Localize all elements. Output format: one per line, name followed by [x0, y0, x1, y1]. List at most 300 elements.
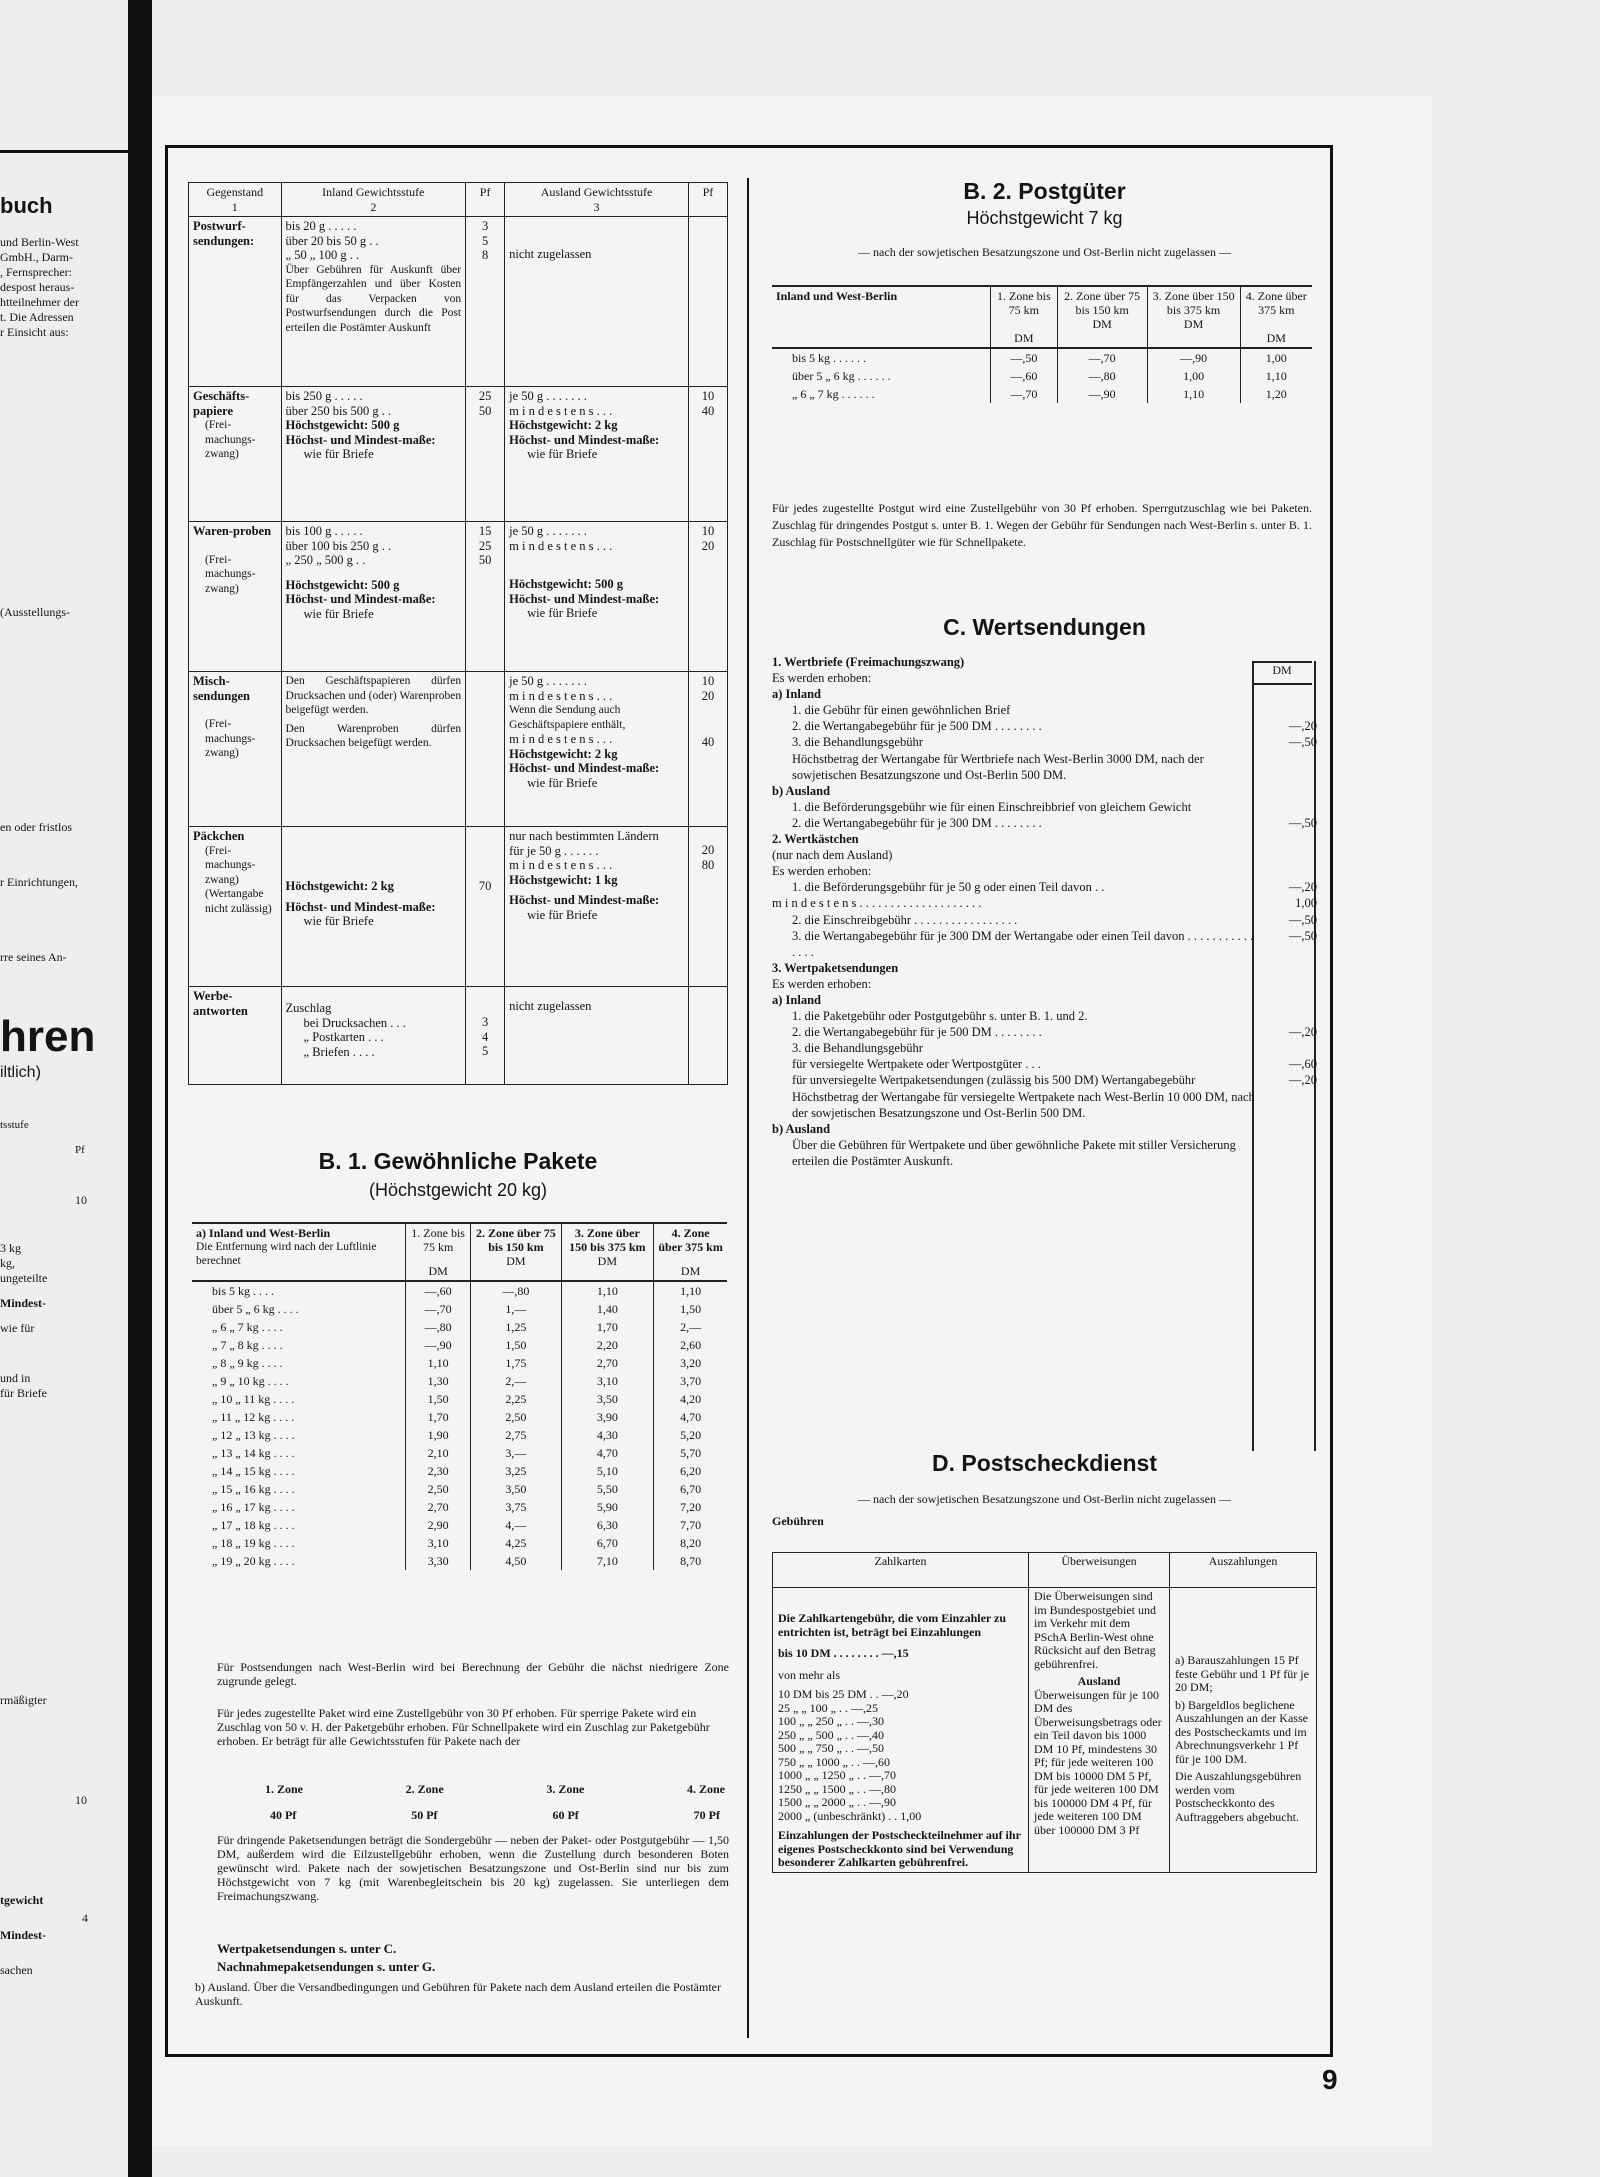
row-label: Waren-proben (Frei-machungs-zwang)	[189, 522, 282, 672]
b1-wert-ref: Wertpaketsendungen s. unter C.	[217, 1941, 397, 1956]
c-title: C. Wertsendungen	[943, 614, 1146, 640]
zone-label: 1. Zone	[265, 1782, 304, 1796]
left-line: Mindest-	[0, 1296, 46, 1310]
c-line-text: 3. die Behandlungsgebühr	[792, 735, 923, 750]
c-line-value: —,50	[1288, 928, 1317, 943]
table-row	[192, 1354, 727, 1372]
c-line-text: Es werden erhoben:	[772, 671, 872, 686]
price-cell: 7,70	[654, 1516, 727, 1534]
zahlkarten-rate: 2000 „ (unbeschränkt) . . 1,00	[778, 1808, 922, 1823]
table-header-row	[192, 1223, 727, 1281]
row-ausland: nicht zugelassen	[505, 217, 689, 387]
price-cell: 3,10	[561, 1372, 654, 1390]
left-line: 10	[75, 1793, 87, 1807]
postal-rates-table	[188, 182, 728, 1085]
zone-price: 40 Pf	[270, 1808, 297, 1822]
row-pf-ausland: 10 20 40	[688, 672, 727, 827]
price-cell: 4,70	[561, 1444, 654, 1462]
left-heading: buch	[0, 193, 53, 218]
left-line: rre seines An-	[0, 950, 67, 964]
price-cell: —,50	[991, 348, 1058, 367]
price-cell: 2,—	[471, 1372, 561, 1390]
table-row	[189, 522, 728, 672]
b2-zone-table	[772, 285, 1312, 403]
price-cell: 2,50	[471, 1408, 561, 1426]
c-line-value: —,20	[1288, 1025, 1317, 1040]
left-line: Mindest-	[0, 1928, 46, 1942]
table-header: 3. Zone über 150 bis 375 km DM	[561, 1223, 654, 1281]
table-row	[192, 1300, 727, 1318]
row-inland: Höchstgewicht: 2 kg Höchst- und Mindest-maße: wie für Briefe	[281, 827, 466, 987]
price-cell: —,70	[406, 1300, 471, 1318]
price-cell: 1,75	[471, 1354, 561, 1372]
row-inland: bis 20 g . . . . . über 20 bis 50 g . . „ 50 „ 100 g . . Über Gebühren für Auskunft über Empfängerzahlen und über Kosten für das Verpacken von Postwurfsendungen durch die Post erteilen die Postämter Auskunft	[281, 217, 466, 387]
row-pf-ausland: 20 80	[688, 827, 727, 987]
c-line	[772, 928, 1317, 960]
d-gebuehren: Gebühren	[772, 1514, 824, 1528]
c-line-value	[1258, 1089, 1317, 1121]
price-cell: 8,20	[654, 1534, 727, 1552]
c-line-value	[1258, 702, 1317, 718]
c-line	[772, 912, 1317, 928]
c-line	[772, 992, 1317, 1008]
left-line: tgewicht	[0, 1893, 44, 1907]
c-line-text: für versiegelte Wertpakete oder Wertpostgüter . . .	[792, 1057, 1041, 1072]
weight-cell: „ 15 „ 16 kg . . . .	[212, 1482, 295, 1496]
price-cell: 3,75	[471, 1498, 561, 1516]
c-line-text: 1. die Gebühr für einen gewöhnlichen Brief	[792, 703, 1011, 718]
price-cell: 4,25	[471, 1534, 561, 1552]
price-cell: 1,00	[1147, 367, 1240, 385]
c-line-value	[1257, 670, 1317, 686]
price-cell: 1,—	[471, 1300, 561, 1318]
row-inland: bis 250 g . . . . . über 250 bis 500 g . . Höchstgewicht: 500 g Höchst- und Mindest-maße: wie für Briefe	[281, 387, 466, 522]
table-row	[192, 1426, 727, 1444]
price-cell: 3,30	[406, 1552, 471, 1570]
table-header: Pf	[466, 183, 505, 217]
price-cell: 1,00	[1240, 348, 1312, 367]
left-line: t. Die Adressen	[0, 310, 74, 324]
table-row	[772, 385, 1312, 403]
c-line	[772, 976, 1317, 992]
row-pf-ausland	[688, 217, 727, 387]
c-line-value	[1257, 863, 1317, 879]
c-line-value	[1257, 992, 1317, 1008]
price-cell: 4,70	[654, 1408, 727, 1426]
price-cell: 1,50	[406, 1390, 471, 1408]
price-cell: 2,—	[654, 1318, 727, 1336]
table-row	[192, 1552, 727, 1570]
ueberweisungen-cell: Die Überweisungen sind im Bundespostgebiet und im Verkehr mit dem PSchA Berlin-West ohne Rücksicht auf den Betrag gebührenfrei. Ausland Überweisungen für je 100 DM des Überweisungsbetrags oder ein Teil davon bis 1000 DM 10 Pf, mindestens 30 Pf; für jede weiteren 100 DM bis 10000 DM 5 Pf, für jede weiteren 100 DM bis 100000 DM 4 Pf, für jede weiteren 100 DM über 100000 DM 3 Pf	[1029, 1588, 1170, 1873]
d-title: D. Postscheckdienst	[932, 1450, 1157, 1476]
c-line-text: (nur nach dem Ausland)	[772, 848, 893, 863]
table-header-row	[189, 183, 728, 217]
c-line-text: Höchstbetrag der Wertangabe für versiegelte Wertpakete nach West-Berlin 10 000 DM, nach der sowjetischen Besatzungszone und Ost-Berlin 500 DM.	[792, 1089, 1255, 1120]
price-cell: —,60	[991, 367, 1058, 385]
c-line-text: 3. die Wertangabegebühr für je 300 DM der Wertangabe oder einen Teil davon . . . . . . . . . . . . . . .	[792, 928, 1254, 959]
c-line-text: 2. Wertkästchen	[772, 832, 859, 847]
price-cell: 2,70	[406, 1498, 471, 1516]
table-header: 2. Zone über 75 bis 150 km DM	[471, 1223, 561, 1281]
row-pf: 15 25 50	[466, 522, 505, 672]
price-cell: 2,90	[406, 1516, 471, 1534]
c-line-text: b) Ausland	[772, 783, 831, 798]
left-line: 3 kg	[0, 1241, 21, 1255]
price-cell: 2,30	[406, 1462, 471, 1480]
left-line: r Einsicht aus:	[0, 325, 69, 339]
table-row	[192, 1516, 727, 1534]
price-cell: —,60	[406, 1281, 471, 1300]
left-line: Pf	[75, 1144, 85, 1156]
table-row	[772, 367, 1312, 385]
price-cell: 1,30	[406, 1372, 471, 1390]
price-cell: 5,70	[654, 1444, 727, 1462]
zone-label: 2. Zone	[405, 1782, 444, 1796]
row-pf: 3 4 5	[466, 987, 505, 1085]
row-ausland: je 50 g . . . . . . . m i n d e s t e n s . . . Wenn die Sendung auch Geschäftspapiere enthält, m i n d e s t e n s . . . Höchstgewicht: 2 kg Höchst- und Mindest-maße: wie für Briefe	[505, 672, 689, 827]
price-cell: 1,40	[561, 1300, 654, 1318]
price-cell: 6,20	[654, 1462, 727, 1480]
price-cell: 1,10	[654, 1281, 727, 1300]
left-line: tsstufe	[0, 1119, 29, 1131]
table-row	[189, 987, 728, 1085]
left-line: , Fernsprecher:	[0, 265, 72, 279]
price-cell: 1,10	[406, 1354, 471, 1372]
table-row	[189, 387, 728, 522]
price-cell: 1,70	[406, 1408, 471, 1426]
price-cell: 3,10	[406, 1534, 471, 1552]
column-divider	[747, 178, 749, 2038]
row-label: Postwurf-sendungen:	[189, 217, 282, 387]
price-cell: 5,50	[561, 1480, 654, 1498]
auszahlungen-cell: a) Barauszahlungen 15 Pf feste Gebühr und 1 Pf für je 20 DM; b) Bargeldlos beglichene Auszahlungen an der Kasse des Postscheckamts und im Abrechnungsverkehr 1 Pf für je 100 DM. Die Auszahlungsgebühren werden vom Postscheckkonto des Auftraggebers abgebucht.	[1170, 1588, 1317, 1873]
zone-price: 60 Pf	[552, 1808, 579, 1822]
table-row	[192, 1462, 727, 1480]
left-line: sachen	[0, 1963, 33, 1977]
price-cell: —,90	[1147, 348, 1240, 367]
price-cell: 1,50	[471, 1336, 561, 1354]
weight-cell: „ 19 „ 20 kg . . . .	[212, 1554, 295, 1568]
c-line-value	[1257, 960, 1317, 976]
price-cell: 3,90	[561, 1408, 654, 1426]
c-line	[772, 702, 1317, 718]
left-line: iltlich)	[0, 1064, 41, 1081]
c-line-value	[1258, 799, 1317, 815]
c-line-text: Es werden erhoben:	[772, 864, 872, 879]
weight-cell: „ 16 „ 17 kg . . . .	[212, 1500, 295, 1514]
weight-cell: „ 6 „ 7 kg . . . . . .	[792, 387, 875, 401]
c-line-value: —,20	[1288, 719, 1317, 734]
left-page-fragment	[0, 150, 133, 2053]
table-header: 3. Zone über 150 bis 375 km DM	[1147, 286, 1240, 348]
b2-rows	[772, 348, 1312, 403]
c-line-text: b) Ausland	[772, 1121, 831, 1136]
d-restriction: — nach der sowjetischen Besatzungszone und Ost-Berlin nicht zugelassen —	[858, 1492, 1231, 1506]
price-cell: —,70	[991, 385, 1058, 403]
postscheck-table	[772, 1552, 1317, 1873]
table-header-row	[772, 286, 1312, 348]
table-header: 1. Zone bis 75 km DM	[991, 286, 1058, 348]
c-line-value: —,20	[1288, 880, 1317, 895]
c-line	[772, 686, 1317, 702]
table-row	[192, 1444, 727, 1462]
zone-price: 50 Pf	[411, 1808, 438, 1822]
c-line-text: für unversiegelte Wertpaketsendungen (zulässig bis 500 DM) Wertangabegebühr	[792, 1073, 1196, 1088]
price-cell: 3,50	[561, 1390, 654, 1408]
table-row	[192, 1281, 727, 1300]
price-cell: 3,50	[471, 1480, 561, 1498]
price-cell: 2,75	[471, 1426, 561, 1444]
c-line-value: —,20	[1288, 1073, 1317, 1088]
weight-cell: bis 5 kg . . . . . .	[792, 351, 867, 365]
b1-nachnahme-ref: Nachnahmepaketsendungen s. unter G.	[217, 1959, 436, 1974]
row-ausland: nicht zugelassen	[505, 987, 689, 1085]
c-line-value: —,50	[1288, 815, 1317, 830]
left-line: kg,	[0, 1256, 15, 1270]
c-line	[772, 895, 1317, 911]
price-cell: 2,10	[406, 1444, 471, 1462]
c-line	[772, 1008, 1317, 1024]
price-cell: —,90	[406, 1336, 471, 1354]
weight-cell: über 5 „ 6 kg . . . .	[212, 1302, 299, 1316]
c-line	[772, 815, 1317, 831]
left-line: und in	[0, 1371, 31, 1385]
c-line-text: 1. die Beförderungsgebühr für je 50 g oder einen Teil davon . .	[792, 880, 1105, 895]
price-cell: 6,70	[561, 1534, 654, 1552]
table-header: Zahlkarten	[773, 1553, 1029, 1588]
zahlkarten-rate: 500 „ „ 750 „ . . —,50	[778, 1741, 884, 1755]
price-cell: 1,10	[1147, 385, 1240, 403]
c-line-value: —,50	[1288, 735, 1317, 750]
c-line-value	[1257, 1121, 1317, 1137]
left-line: ungeteilte	[0, 1271, 48, 1285]
table-header: Ausland Gewichtsstufe 3	[505, 183, 689, 217]
c-line	[772, 751, 1317, 783]
left-line: r Einrichtungen,	[0, 875, 78, 889]
table-row	[189, 827, 728, 987]
left-line: und Berlin-West	[0, 235, 79, 249]
price-cell: 3,—	[471, 1444, 561, 1462]
c-line	[772, 734, 1317, 750]
price-cell: 2,70	[561, 1354, 654, 1372]
row-inland: Zuschlag bei Drucksachen . . . „ Postkarten . . . „ Briefen . . . .	[281, 987, 466, 1085]
row-inland: bis 100 g . . . . . über 100 bis 250 g . . „ 250 „ 500 g . . Höchstgewicht: 500 g Höchst- und Mindest-maße: wie für Briefe	[281, 522, 466, 672]
price-cell: 1,20	[1240, 385, 1312, 403]
price-cell: 2,20	[561, 1336, 654, 1354]
table-row	[192, 1498, 727, 1516]
weight-cell: „ 12 „ 13 kg . . . .	[212, 1428, 295, 1442]
zahlkarten-rate: 750 „ „ 1000 „ . . —,60	[778, 1754, 890, 1769]
price-cell: —,80	[471, 1281, 561, 1300]
left-line: 10	[75, 1193, 87, 1207]
weight-cell: bis 5 kg . . . .	[212, 1284, 275, 1298]
table-row	[192, 1318, 727, 1336]
c-line-value	[1258, 1137, 1317, 1169]
c-line-text: 2. die Wertangabegebühr für je 500 DM . . . . . . . .	[792, 1025, 1042, 1040]
price-cell: 1,10	[561, 1281, 654, 1300]
zahlkarten-cell: Die Zahlkartengebühr, die vom Einzahler zu entrichten ist, beträgt bei Einzahlungen bis 10 DM . . . . . . . . —,15 von mehr als 10 DM bis 25 DM . . —,20 25 „ „ 100 „ . . —,25 100 „ „ 250 „ . . —,30 250 „ „ 500 „ . . —,40 500 „ „ 750 „ . . —,50 750 „ „ 1000 „ . . —,60 1000 „ „ 1250 „ . . —,70 1250 „ „ 1500 „ . . —,80 1500 „ „ 2000 „ . . —,90 2000 „ (unbeschränkt) . . 1,00 Einzahlungen der Postscheckteilnehmer auf ihr eigenes Postscheckkonto sind bei Verwendung besonderer Zahlkarten gebührenfrei.	[773, 1588, 1029, 1873]
weight-cell: „ 6 „ 7 kg . . . .	[212, 1320, 283, 1334]
table-header: Pf	[688, 183, 727, 217]
b1-rows	[192, 1281, 727, 1570]
left-line: despost heraus-	[0, 280, 75, 294]
weight-cell: „ 10 „ 11 kg . . . .	[212, 1392, 295, 1406]
c-line	[772, 831, 1317, 847]
c-line	[772, 654, 1317, 670]
row-pf-ausland	[688, 987, 727, 1085]
c-line-text: a) Inland	[772, 687, 821, 702]
left-line: für Briefe	[0, 1386, 47, 1400]
c-line	[772, 1137, 1317, 1169]
zahlkarten-rate: 250 „ „ 500 „ . . —,40	[778, 1727, 884, 1742]
weight-cell: „ 7 „ 8 kg . . . .	[212, 1338, 283, 1352]
price-cell: 3,70	[654, 1372, 727, 1390]
table-header: 2. Zone über 75 bis 150 km DM	[1057, 286, 1147, 348]
c-line-value	[1257, 831, 1317, 847]
table-header: Gegenstand 1	[189, 183, 282, 217]
row-label: Päckchen (Frei-machungs-zwang) (Wertangabe nicht zulässig)	[189, 827, 282, 987]
row-ausland: je 50 g . . . . . . . m i n d e s t e n s . . . Höchstgewicht: 2 kg Höchst- und Mindest-maße: wie für Briefe	[505, 387, 689, 522]
zahlkarten-rate: 1250 „ „ 1500 „ . . —,80	[778, 1781, 896, 1796]
c-list	[772, 654, 1317, 1169]
table-row	[189, 672, 728, 827]
price-cell: 1,70	[561, 1318, 654, 1336]
weight-cell: „ 14 „ 15 kg . . . .	[212, 1464, 295, 1478]
c-line	[772, 1024, 1317, 1040]
price-cell: 5,10	[561, 1462, 654, 1480]
table-row	[192, 1408, 727, 1426]
table-row	[773, 1588, 1317, 1873]
table-row	[192, 1534, 727, 1552]
c-line-text: 2. die Wertangabegebühr für je 300 DM . . . . . . . .	[792, 815, 1042, 830]
weight-cell: „ 9 „ 10 kg . . . .	[212, 1374, 289, 1388]
weight-cell: „ 17 „ 18 kg . . . .	[212, 1518, 295, 1532]
c-line-value	[1257, 654, 1317, 670]
left-big-heading: hren	[0, 1012, 96, 1061]
table-header: 4. Zone über 375 km DM	[1240, 286, 1312, 348]
c-line-value	[1257, 686, 1317, 702]
price-cell: 3,20	[654, 1354, 727, 1372]
zahlkarten-rate: 25 „ „ 100 „ . . —,25	[778, 1700, 878, 1715]
price-cell: —,80	[1057, 367, 1147, 385]
price-cell: 2,50	[406, 1480, 471, 1498]
b2-subtitle: Höchstgewicht 7 kg	[966, 208, 1123, 228]
price-cell: 1,10	[1240, 367, 1312, 385]
c-line-text: 1. die Paketgebühr oder Postgutgebühr s. unter B. 1. und 2.	[792, 1009, 1088, 1024]
row-label: Misch-sendungen (Frei-machungs-zwang)	[189, 672, 282, 827]
table-row	[772, 348, 1312, 367]
zahlkarten-rate: 100 „ „ 250 „ . . —,30	[778, 1714, 884, 1728]
price-cell: 4,—	[471, 1516, 561, 1534]
row-inland: Den Geschäftspapieren dürfen Drucksachen und (oder) Warenproben beigefügt werden. Den Warenproben dürfen Drucksachen beigefügt werden.	[281, 672, 466, 827]
row-label: Geschäfts-papiere (Frei-machungs-zwang)	[189, 387, 282, 522]
c-line	[772, 718, 1317, 734]
left-line: wie für	[0, 1321, 35, 1335]
row-pf	[466, 672, 505, 827]
zone-price: 70 Pf	[693, 1808, 720, 1822]
c-line-text: Über die Gebühren für Wertpakete und über gewöhnliche Pakete mit stiller Versicherung erteilen die Postämter Auskunft.	[792, 1137, 1236, 1168]
left-line: rmäßigter	[0, 1693, 47, 1707]
row-ausland: nur nach bestimmten Ländern für je 50 g . . . . . . m i n d e s t e n s . . . Höchstgewicht: 1 kg Höchst- und Mindest-maße: wie für Briefe	[505, 827, 689, 987]
c-line	[772, 960, 1317, 976]
c-line-text: a) Inland	[772, 992, 821, 1007]
table-header-row	[773, 1553, 1317, 1588]
c-line-value: —,50	[1288, 912, 1317, 927]
page-number: 9	[1322, 2064, 1338, 2095]
left-line: en oder fristlos	[0, 820, 72, 834]
left-line: (Ausstellungs-	[0, 605, 70, 619]
weight-cell: „ 11 „ 12 kg . . . .	[212, 1410, 295, 1424]
price-cell: —,70	[1057, 348, 1147, 367]
c-line-text: Es werden erhoben:	[772, 976, 872, 991]
weight-cell: „ 18 „ 19 kg . . . .	[212, 1536, 295, 1550]
b1-zone-labels	[265, 1782, 725, 1796]
price-cell: 1,90	[406, 1426, 471, 1444]
left-line: GmbH., Darm-	[0, 250, 73, 264]
c-line-value	[1258, 1040, 1317, 1056]
price-cell: 4,50	[471, 1552, 561, 1570]
zahlkarten-rate: 1500 „ „ 2000 „ . . —,90	[778, 1795, 896, 1809]
price-cell: 1,50	[654, 1300, 727, 1318]
c-line-value	[1257, 783, 1317, 799]
zone-label: 4. Zone	[686, 1782, 725, 1796]
b1-subtitle: (Höchstgewicht 20 kg)	[368, 1180, 548, 1200]
c-line-text: Höchstbetrag der Wertangabe für Wertbriefe nach West-Berlin 3000 DM, nach der sowjetischen Besatzungszone und Ost-Berlin 500 DM.	[792, 751, 1204, 782]
c-line	[772, 783, 1317, 799]
c-line	[772, 1089, 1317, 1121]
price-cell: 7,20	[654, 1498, 727, 1516]
zone-label: 3. Zone	[546, 1782, 585, 1796]
c-line-value	[1258, 1008, 1317, 1024]
table-header: a) Inland und West-Berlin Die Entfernung wird nach der Luftlinie berechnet	[196, 1226, 377, 1267]
c-line	[772, 863, 1317, 879]
c-line	[772, 879, 1317, 895]
price-cell: 8,70	[654, 1552, 727, 1570]
price-cell: 6,70	[654, 1480, 727, 1498]
row-label: Werbe-antworten	[189, 987, 282, 1085]
c-line	[772, 847, 1317, 863]
c-line-text: 2. die Wertangabegebühr für je 500 DM . . . . . . . .	[792, 719, 1042, 734]
price-cell: 5,20	[654, 1426, 727, 1444]
b1-ausland: b) Ausland. Über die Versandbedingungen und Gebühren für Pakete nach dem Ausland erteilen die Postämter Auskunft.	[195, 1980, 721, 2008]
b1-zone-table	[192, 1222, 727, 1570]
zahlkarten-rate: 1000 „ „ 1250 „ . . —,70	[778, 1768, 896, 1782]
c-line-text: 1. Wertbriefe (Freimachungszwang)	[772, 655, 965, 669]
c-line-text: 2. die Einschreibgebühr . . . . . . . . . . . . . . . . .	[792, 912, 1018, 927]
price-cell: 7,10	[561, 1552, 654, 1570]
table-row	[192, 1336, 727, 1354]
table-header: Inland Gewichtsstufe 2	[281, 183, 466, 217]
b2-title: B. 2. Postgüter	[963, 178, 1126, 204]
price-cell: 3,25	[471, 1462, 561, 1480]
price-cell: 6,30	[561, 1516, 654, 1534]
table-header: 1. Zone bis 75 km DM	[406, 1223, 471, 1281]
c-line	[772, 1121, 1317, 1137]
c-line-text: 3. Wertpaketsendungen	[772, 960, 899, 975]
table-row	[192, 1390, 727, 1408]
left-line: htteilnehmer der	[0, 295, 79, 309]
weight-cell: über 5 „ 6 kg . . . . . .	[792, 369, 891, 383]
table-header: 4. Zone über 375 km DM	[654, 1223, 727, 1281]
b1-zone-prices	[270, 1808, 720, 1822]
c-line	[772, 1040, 1317, 1056]
price-cell: 4,20	[654, 1390, 727, 1408]
price-cell: 2,25	[471, 1390, 561, 1408]
weight-cell: „ 8 „ 9 kg . . . .	[212, 1356, 283, 1370]
row-ausland: je 50 g . . . . . . . m i n d e s t e n s . . . Höchstgewicht: 500 g Höchst- und Mindest-maße: wie für Briefe	[505, 522, 689, 672]
table-header: Inland und West-Berlin	[776, 289, 898, 303]
price-cell: 4,30	[561, 1426, 654, 1444]
